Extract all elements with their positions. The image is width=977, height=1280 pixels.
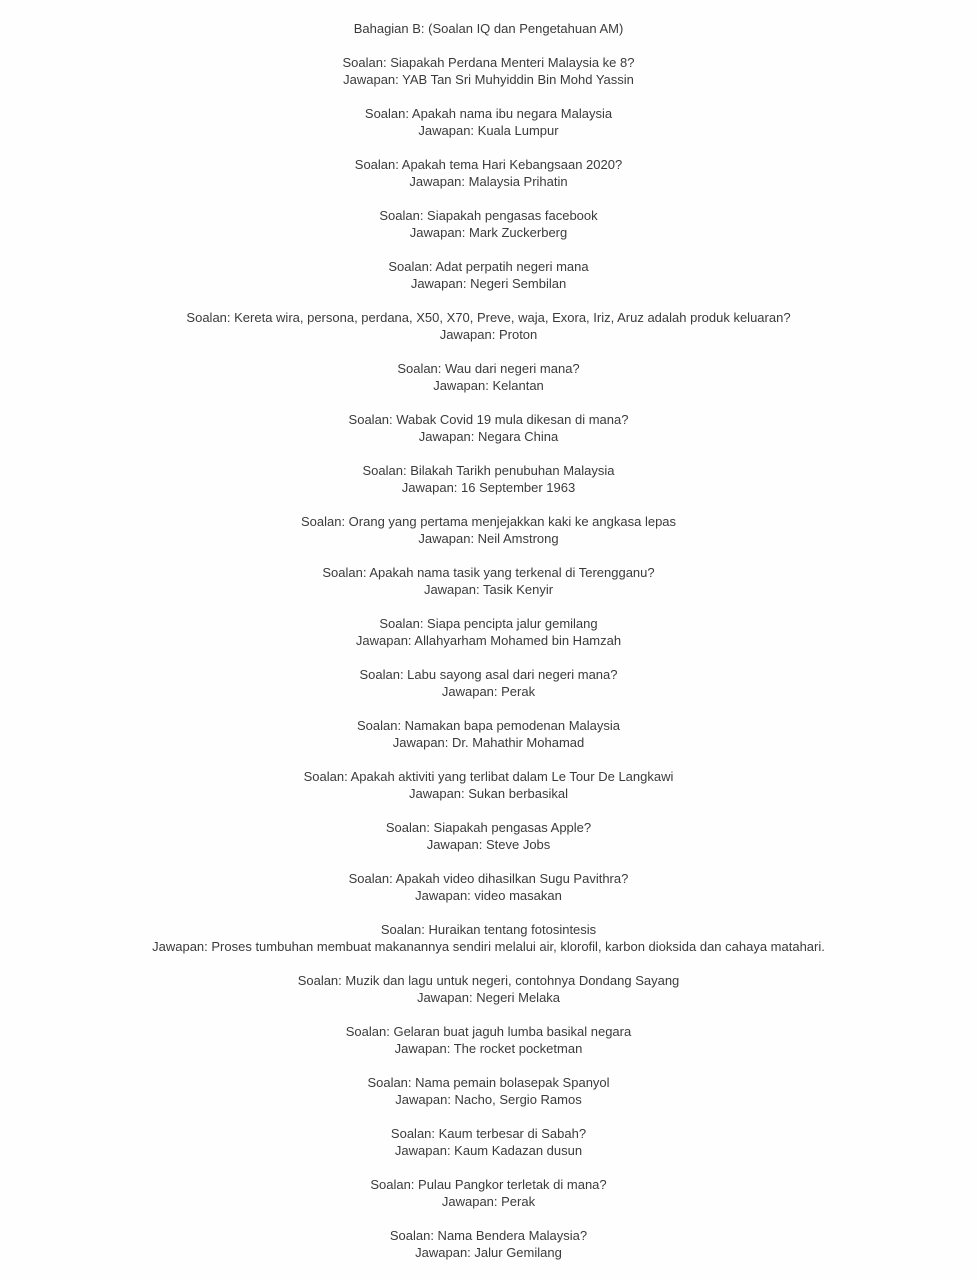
answer-line: Jawapan: YAB Tan Sri Muhyiddin Bin Mohd Yassin <box>343 72 634 87</box>
question-line: Soalan: Gelaran buat jaguh lumba basikal negara <box>345 1024 632 1039</box>
qa-item <box>0 921 977 955</box>
qa-item <box>0 1125 977 1159</box>
qa-item <box>0 1227 977 1261</box>
qa-item <box>0 258 977 292</box>
qa-item <box>0 615 977 649</box>
answer-line: Jawapan: Malaysia Prihatin <box>409 174 568 189</box>
answer-line: Jawapan: Kaum Kadazan dusun <box>394 1143 583 1158</box>
question-line: Soalan: Apakah nama tasik yang terkenal di Terengganu? <box>322 565 655 580</box>
answer-line: Jawapan: Perak <box>441 1194 536 1209</box>
qa-item <box>0 819 977 853</box>
qa-item <box>0 360 977 394</box>
answer-line: Jawapan: 16 September 1963 <box>401 480 576 495</box>
answer-line: Jawapan: video masakan <box>415 888 562 903</box>
qa-list <box>0 54 977 1261</box>
question-line: Soalan: Siapakah Perdana Menteri Malaysia ke 8? <box>342 55 635 70</box>
question-line: Soalan: Apakah tema Hari Kebangsaan 2020? <box>354 157 623 172</box>
answer-line: Jawapan: Proton <box>439 327 538 342</box>
qa-item <box>0 309 977 343</box>
answer-line: Jawapan: Nacho, Sergio Ramos <box>395 1092 582 1107</box>
question-line: Soalan: Namakan bapa pemodenan Malaysia <box>356 718 621 733</box>
question-line: Soalan: Wabak Covid 19 mula dikesan di mana? <box>348 412 629 427</box>
question-line: Soalan: Siapakah pengasas Apple? <box>385 820 592 835</box>
question-line: Soalan: Adat perpatih negeri mana <box>388 259 589 274</box>
question-line: Soalan: Siapa pencipta jalur gemilang <box>379 616 598 631</box>
question-line: Soalan: Bilakah Tarikh penubuhan Malaysia <box>362 463 615 478</box>
question-line: Soalan: Nama pemain bolasepak Spanyol <box>367 1075 610 1090</box>
question-line: Soalan: Apakah video dihasilkan Sugu Pavithra? <box>348 871 629 886</box>
answer-line: Jawapan: Perak <box>441 684 536 699</box>
answer-line: Jawapan: Kuala Lumpur <box>418 123 559 138</box>
qa-item <box>0 870 977 904</box>
question-line: Soalan: Apakah nama ibu negara Malaysia <box>364 106 613 121</box>
answer-line: Jawapan: The rocket pocketman <box>394 1041 583 1056</box>
qa-item <box>0 564 977 598</box>
qa-item <box>0 462 977 496</box>
question-line: Soalan: Muzik dan lagu untuk negeri, contohnya Dondang Sayang <box>297 973 680 988</box>
qa-item <box>0 1074 977 1108</box>
answer-line: Jawapan: Dr. Mahathir Mohamad <box>392 735 585 750</box>
question-line: Soalan: Nama Bendera Malaysia? <box>389 1228 588 1243</box>
question-line: Soalan: Kaum terbesar di Sabah? <box>390 1126 587 1141</box>
answer-line: Jawapan: Negara China <box>418 429 559 444</box>
answer-line: Jawapan: Negeri Sembilan <box>410 276 567 291</box>
qa-item <box>0 1176 977 1210</box>
answer-line: Jawapan: Sukan berbasikal <box>409 786 568 801</box>
qa-item <box>0 207 977 241</box>
answer-line: Jawapan: Mark Zuckerberg <box>409 225 568 240</box>
qa-item <box>0 156 977 190</box>
qa-item <box>0 768 977 802</box>
answer-line: Jawapan: Kelantan <box>433 378 544 393</box>
qa-item <box>0 105 977 139</box>
question-line: Soalan: Apakah aktiviti yang terlibat dalam Le Tour De Langkawi <box>303 769 674 784</box>
question-line: Soalan: Siapakah pengasas facebook <box>379 208 598 223</box>
question-line: Soalan: Kereta wira, persona, perdana, X50, X70, Preve, waja, Exora, Iriz, Aruz adalah produk keluaran? <box>186 310 791 325</box>
answer-line: Jawapan: Tasik Kenyir <box>423 582 554 597</box>
qa-item <box>0 513 977 547</box>
question-line: Soalan: Huraikan tentang fotosintesis <box>380 922 597 937</box>
qa-item <box>0 54 977 88</box>
qa-item <box>0 411 977 445</box>
qa-item <box>0 717 977 751</box>
qa-item <box>0 972 977 1006</box>
answer-line: Jawapan: Allahyarham Mohamed bin Hamzah <box>355 633 622 648</box>
qa-item <box>0 1023 977 1057</box>
answer-line: Jawapan: Negeri Melaka <box>416 990 561 1005</box>
answer-line: Jawapan: Neil Amstrong <box>418 531 559 546</box>
question-line: Soalan: Wau dari negeri mana? <box>397 361 580 376</box>
answer-line: Jawapan: Jalur Gemilang <box>415 1245 562 1260</box>
section-title: Bahagian B: (Soalan IQ dan Pengetahuan AM) <box>353 21 624 36</box>
answer-line: Jawapan: Proses tumbuhan membuat makanannya sendiri melalui air, klorofil, karbon dioksida dan cahaya matahari. <box>152 939 825 954</box>
question-line: Soalan: Pulau Pangkor terletak di mana? <box>370 1177 607 1192</box>
question-line: Soalan: Labu sayong asal dari negeri mana? <box>359 667 618 682</box>
qa-item <box>0 666 977 700</box>
question-line: Soalan: Orang yang pertama menjejakkan kaki ke angkasa lepas <box>300 514 677 529</box>
answer-line: Jawapan: Steve Jobs <box>426 837 551 852</box>
